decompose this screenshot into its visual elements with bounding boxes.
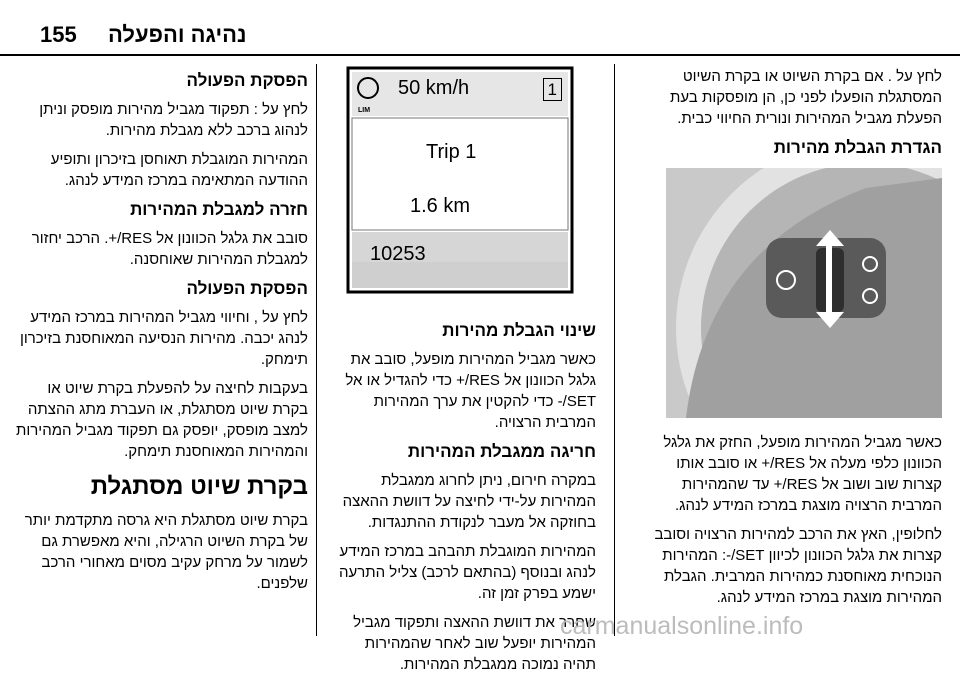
left-column xyxy=(8,66,308,602)
middle-column xyxy=(328,66,596,683)
page-header xyxy=(0,0,960,58)
section-heading-return: חזרה למגבלת המהירות xyxy=(130,200,308,219)
limit-speed: 50 km/h xyxy=(398,77,470,99)
section-heading-change-limit: שינוי הגבלת מהירות xyxy=(442,321,596,340)
set-limit-text-1: כאשר מגביל המהירות מופעל, החזק את גלגל הכוונון כלפי מעלה אל RES/+ או סובב אותו קצרות שוב ושוב אל RES/+ עד שהמהירות המרבית הרצויה מוצגת במרכז המידע לנהג. xyxy=(663,434,942,514)
chapter-heading-acc: בקרת שיוט מסתגלת xyxy=(90,473,308,500)
watermark: carmanualsonline.info xyxy=(560,612,804,640)
column-divider-left xyxy=(316,64,317,636)
odometer-value: 10253 xyxy=(370,243,426,265)
switch-off-text-2: בעקבות לחיצה על להפעלת בקרת שיוט או בקרת שיוט מסתגלת, או העברת מתג ההצתה למצב מופסק, יופסק גם תפקוד מגביל המהירות והמהירות המאוחסנת תימחק. xyxy=(16,380,308,460)
switch-off-text-1: לחץ על , וחיווי מגביל המהירות במרכז המידע לנהג יכבה. מהירות הנסיעה המאוחסנת בזיכרון תימחק. xyxy=(19,309,308,368)
header-rule xyxy=(0,54,960,56)
column-divider-right xyxy=(614,64,615,636)
section-heading-set-limit: הגדרת הגבלת מהירות xyxy=(773,138,942,157)
deactivation-text-2: המהירות המוגבלת תאוחסן בזיכרון ותופיע ההודעה המתאימה במרכז המידע לנהג. xyxy=(50,151,308,189)
deactivation-text-1: לחץ על : תפקוד מגביל מהירות מופסק וניתן לנהוג ברכב ללא מגבלת מהירות. xyxy=(39,101,308,139)
right-column xyxy=(652,66,942,616)
intro-text: לחץ על . אם בקרת השיוט או בקרת השיוט המסתגלת הופעלו לפני כן, הן מופסקות בעת הפעלת מגביל המהירות ונורית החיווי כבית. xyxy=(670,68,942,127)
return-text: סובב את גלגל הכוונון אל RES/+. הרכב יחזור למגבלת המהירות שאוחסנה. xyxy=(31,230,308,268)
acc-text: בקרת שיוט מסתגלת היא גרסה מתקדמת יותר של בקרת השיוט הרגילה, והיא מאפשרת גם לשמור על מרחק עקיב מסוים מאחורי הרכב שלפנים. xyxy=(24,512,308,592)
steering-wheel-image xyxy=(666,168,942,418)
exceed-limit-text-1: במקרה חירום, ניתן לחרוג ממגבלת המהירות על-ידי לחיצה על דוושת ההאצה בחוזקה אל מעבר לנקודת ההתנגדות. xyxy=(342,472,596,531)
change-limit-text: כאשר מגביל המהירות מופעל, סובב את גלגל הכוונון אל RES/+ כדי להגדיל או אל SET/- כדי להקטין את ערך המהירות המרבית הרצויה. xyxy=(345,351,596,431)
exceed-limit-text-3: שחרר את דוושת ההאצה ותפקוד מגביל המהירות יופעל שוב לאחר שהמהירות תהיה נמוכה ממגבלת המהירות. xyxy=(353,614,596,673)
trip-value: 1.6 km xyxy=(410,195,471,217)
page-number: 155 xyxy=(40,22,77,47)
lim-label: LIM xyxy=(358,107,371,114)
section-heading-exceed-limit: חריגה ממגבלת המהירות xyxy=(407,442,596,461)
page-indicator: 1 xyxy=(543,78,562,101)
section-heading-deactivation: הפסקת הפעולה xyxy=(186,71,308,90)
exceed-limit-text-2: המהירות המוגבלת תהבהב במרכז המידע לנהג ובנוסף (בהתאם לרכב) צליל התרעה ישמע בפרק זמן זה. xyxy=(339,543,596,602)
driver-info-display xyxy=(346,66,574,294)
trip-label: Trip 1 xyxy=(426,141,477,163)
section-heading-switch-off: הפסקת הפעולה xyxy=(186,279,308,298)
set-limit-text-2: לחלופין, האץ את הרכב למהירות הרצויה וסובב קצרות את גלגל הכוונון לכיוון SET/-: המהירות הנוכחית מאוחסנת כמהירות המרבית. הגבלת המהירות מוצגת במרכז המידע לנהג. xyxy=(654,526,942,606)
page-title: נהיגה והפעלה xyxy=(108,22,247,47)
